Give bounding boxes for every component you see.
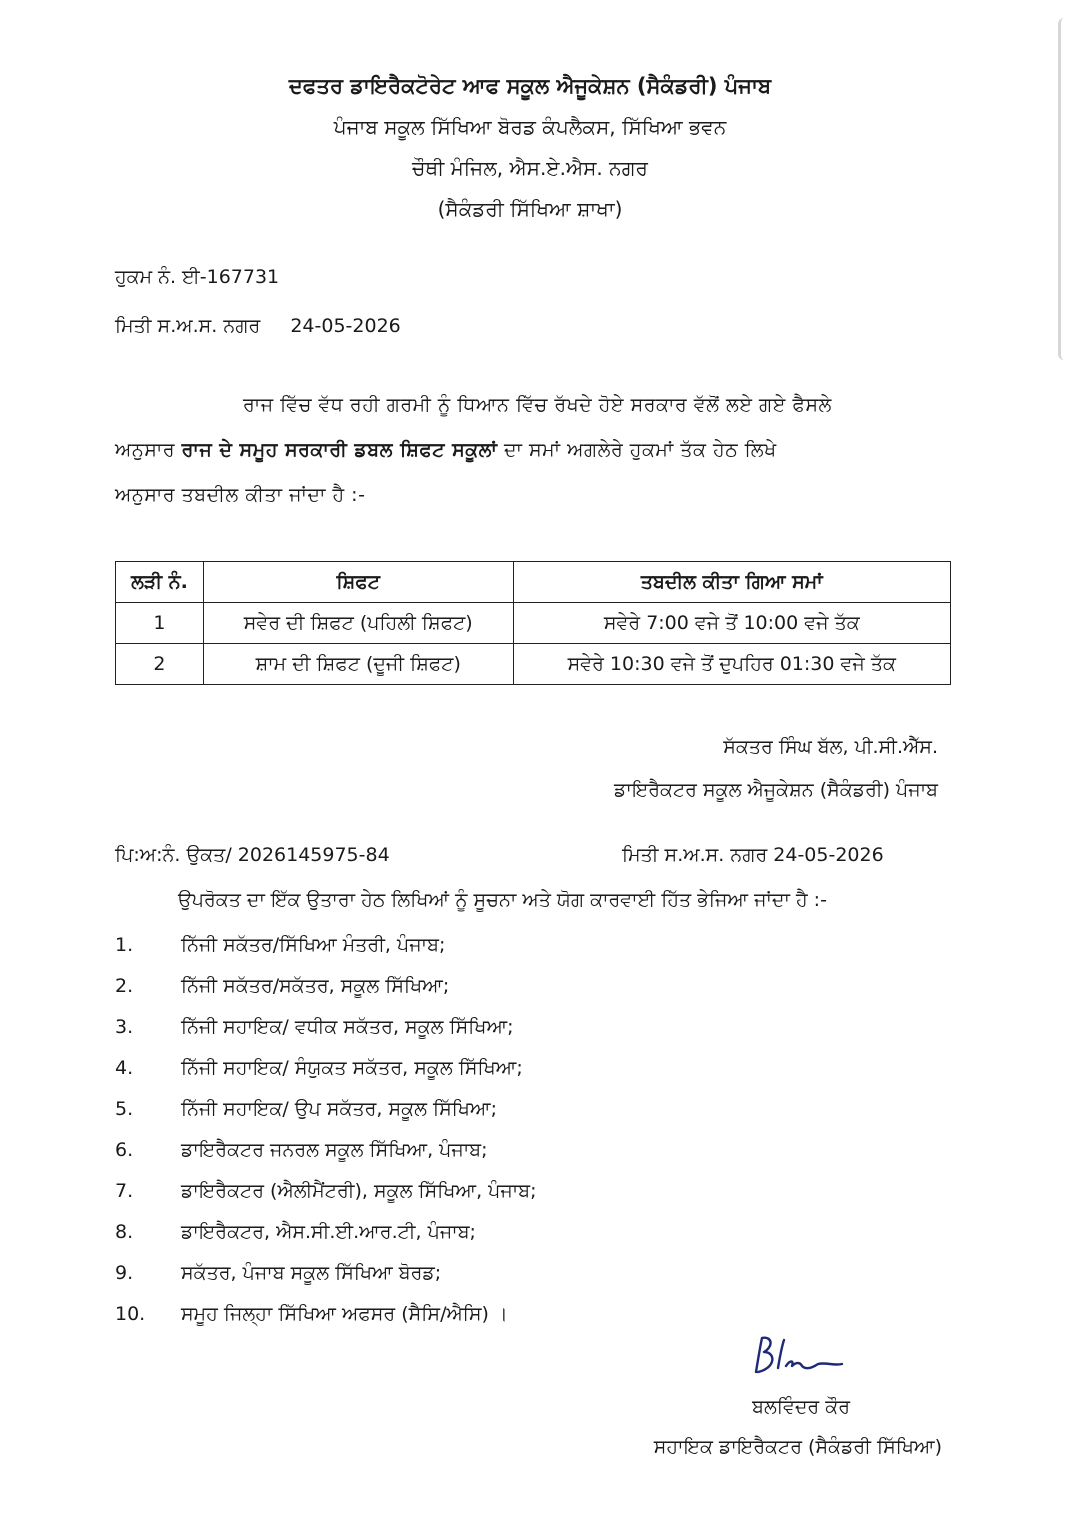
list-item: 9. ਸਕੱਤਰ, ਪੰਜਾਬ ਸਕੂਲ ਸਿੱਖਿਆ ਬੋਰਡ; (115, 1262, 442, 1284)
body-line-2-post: ਦਾ ਸਮਾਂ ਅਗਲੇਰੇ ਹੁਕਮਾਂ ਤੱਕ ਹੇਠ ਲਿਖੇ (497, 439, 777, 461)
cell-serial: 1 (116, 603, 204, 644)
list-item: 7. ਡਾਇਰੈਕਟਰ (ਐਲੀਮੈਂਟਰੀ), ਸਕੂਲ ਸਿੱਖਿਆ, ਪੰਜਾਬ; (115, 1180, 537, 1202)
branch-name: (ਸੈਕੰਡਰੀ ਸਿੱਖਿਆ ਸ਼ਾਖਾ) (437, 197, 623, 221)
list-item: 1. ਨਿੱਜੀ ਸਕੱਤਰ/ਸਿੱਖਿਆ ਮੰਤਰੀ, ਪੰਜਾਬ; (115, 934, 446, 956)
column-header-shift: ਸ਼ਿਫਟ (203, 562, 513, 603)
order-body (115, 383, 950, 518)
office-address-line-2: ਚੌਥੀ ਮੰਜਿਲ, ਐਸ.ਏ.ਐਸ. ਨਗਰ (412, 156, 648, 180)
handwritten-signature (748, 1332, 848, 1382)
office-title: ਦਫਤਰ ਡਾਇਰੈਕਟੋਰੇਟ ਆਫ ਸਕੂਲ ਐਜੂਕੇਸ਼ਨ (ਸੈਕੰਡਰੀ) ਪੰਜਾਬ (288, 74, 772, 98)
list-item: 6. ਡਾਇਰੈਕਟਰ ਜਨਰਲ ਸਕੂਲ ਸਿੱਖਿਆ, ਪੰਜਾਬ; (115, 1139, 488, 1161)
body-line-2-pre: ਅਨੁਸਾਰ (115, 439, 182, 461)
body-line-2-emphasis: ਰਾਜ ਦੇ ਸਮੂਹ ਸਰਕਾਰੀ ਡਬਲ ਸ਼ਿਫਟ ਸਕੂਲਾਂ (181, 439, 498, 461)
cell-shift: ਸ਼ਾਮ ਦੀ ਸ਼ਿਫਟ (ਦੂਜੀ ਸ਼ਿਫਟ) (203, 644, 513, 685)
order-date-line (115, 315, 401, 337)
order-number: ਹੁਕਮ ਨੰ. ਈ-167731 (115, 266, 280, 288)
cell-time: ਸਵੇਰੇ 10:30 ਵਜੇ ਤੋਂ ਦੁਪਹਿਰ 01:30 ਵਜੇ ਤੱਕ (513, 644, 950, 685)
office-address-line-1: ਪੰਜਾਬ ਸਕੂਲ ਸਿੱਖਿਆ ਬੋਰਡ ਕੰਪਲੈਕਸ, ਸਿੱਖਿਆ ਭਵਨ (333, 115, 727, 139)
table-row (116, 603, 951, 644)
order-date-label: ਮਿਤੀ ਸ.ਅ.ਸ. ਨਗਰ (115, 315, 261, 337)
recipient-list (115, 925, 537, 1335)
list-item: 10. ਸਮੂਹ ਜਿਲ੍ਹਾ ਸਿੱਖਿਆ ਅਫਸਰ (ਸੈਸਿ/ਐਸਿ) । (115, 1303, 508, 1325)
table-row (116, 644, 951, 685)
assistant-director-name: ਬਲਵਿੰਦਰ ਕੌਰ (752, 1396, 850, 1418)
table-header-row (116, 562, 951, 603)
cell-serial: 2 (116, 644, 204, 685)
list-item: 8. ਡਾਇਰੈਕਟਰ, ਐਸ.ਸੀ.ਈ.ਆਰ.ਟੀ, ਪੰਜਾਬ; (115, 1221, 476, 1243)
list-item: 5. ਨਿੱਜੀ ਸਹਾਇਕ/ ਉਪ ਸਕੱਤਰ, ਸਕੂਲ ਸਿੱਖਿਆ; (115, 1098, 497, 1120)
body-line-1: ਰਾਜ ਵਿੱਚ ਵੱਧ ਰਹੀ ਗਰਮੀ ਨੂੰ ਧਿਆਨ ਵਿੱਚ ਰੱਖਦੇ ਹੋਏ ਸਰਕਾਰ ਵੱਲੋਂ ਲਏ ਗਏ ਫੈਸਲੇ (243, 394, 832, 416)
signatory-name: ਸੱਕਤਰ ਸਿੰਘ ਬੱਲ, ਪੀ.ਸੀ.ਐੱਸ. (723, 736, 938, 758)
column-header-serial: ਲੜੀ ਨੰ. (116, 562, 204, 603)
cell-time: ਸਵੇਰੇ 7:00 ਵਜੇ ਤੋਂ 10:00 ਵਜੇ ਤੱਕ (513, 603, 950, 644)
cell-shift: ਸਵੇਰ ਦੀ ਸ਼ਿਫਟ (ਪਹਿਲੀ ਸ਼ਿਫਟ) (203, 603, 513, 644)
endorsement-number: ਪਿ:ਅ:ਨੰ. ਉਕਤ/ 2026145975-84 (115, 844, 390, 866)
order-date: 24-05-2026 (290, 315, 401, 337)
list-item: 2. ਨਿੱਜੀ ਸਕੱਤਰ/ਸਕੱਤਰ, ਸਕੂਲ ਸਿੱਖਿਆ; (115, 975, 450, 997)
signatory-title: ਡਾਇਰੈਕਟਰ ਸਕੂਲ ਐਜੂਕੇਸ਼ਨ (ਸੈਕੰਡਰੀ) ਪੰਜਾਬ (613, 779, 938, 801)
assistant-director-title: ਸਹਾਇਕ ਡਾਇਰੈਕਟਰ (ਸੈਕੰਡਰੀ ਸਿੱਖਿਆ) (653, 1436, 942, 1458)
endorsement-date: ਮਿਤੀ ਸ.ਅ.ਸ. ਨਗਰ 24-05-2026 (622, 844, 884, 866)
column-header-time: ਤਬਦੀਲ ਕੀਤਾ ਗਿਆ ਸਮਾਂ (513, 562, 950, 603)
list-item: 3. ਨਿੱਜੀ ਸਹਾਇਕ/ ਵਧੀਕ ਸਕੱਤਰ, ਸਕੂਲ ਸਿੱਖਿਆ; (115, 1016, 514, 1038)
body-line-3: ਅਨੁਸਾਰ ਤਬਦੀਲ ਕੀਤਾ ਜਾਂਦਾ ਹੈ :- (115, 484, 366, 506)
endorsement-intro: ਉਪਰੋਕਤ ਦਾ ਇੱਕ ਉਤਾਰਾ ਹੇਠ ਲਿਖਿਆਂ ਨੂੰ ਸੂਚਨਾ ਅਤੇ ਯੋਗ ਕਾਰਵਾਈ ਹਿੱਤ ਭੇਜਿਆ ਜਾਂਦਾ ਹੈ :- (178, 889, 827, 911)
letterhead (0, 66, 1060, 230)
list-item: 4. ਨਿੱਜੀ ਸਹਾਇਕ/ ਸੰਯੁਕਤ ਸਕੱਤਰ, ਸਕੂਲ ਸਿੱਖਿਆ; (115, 1057, 523, 1079)
shift-timing-table (115, 561, 951, 685)
